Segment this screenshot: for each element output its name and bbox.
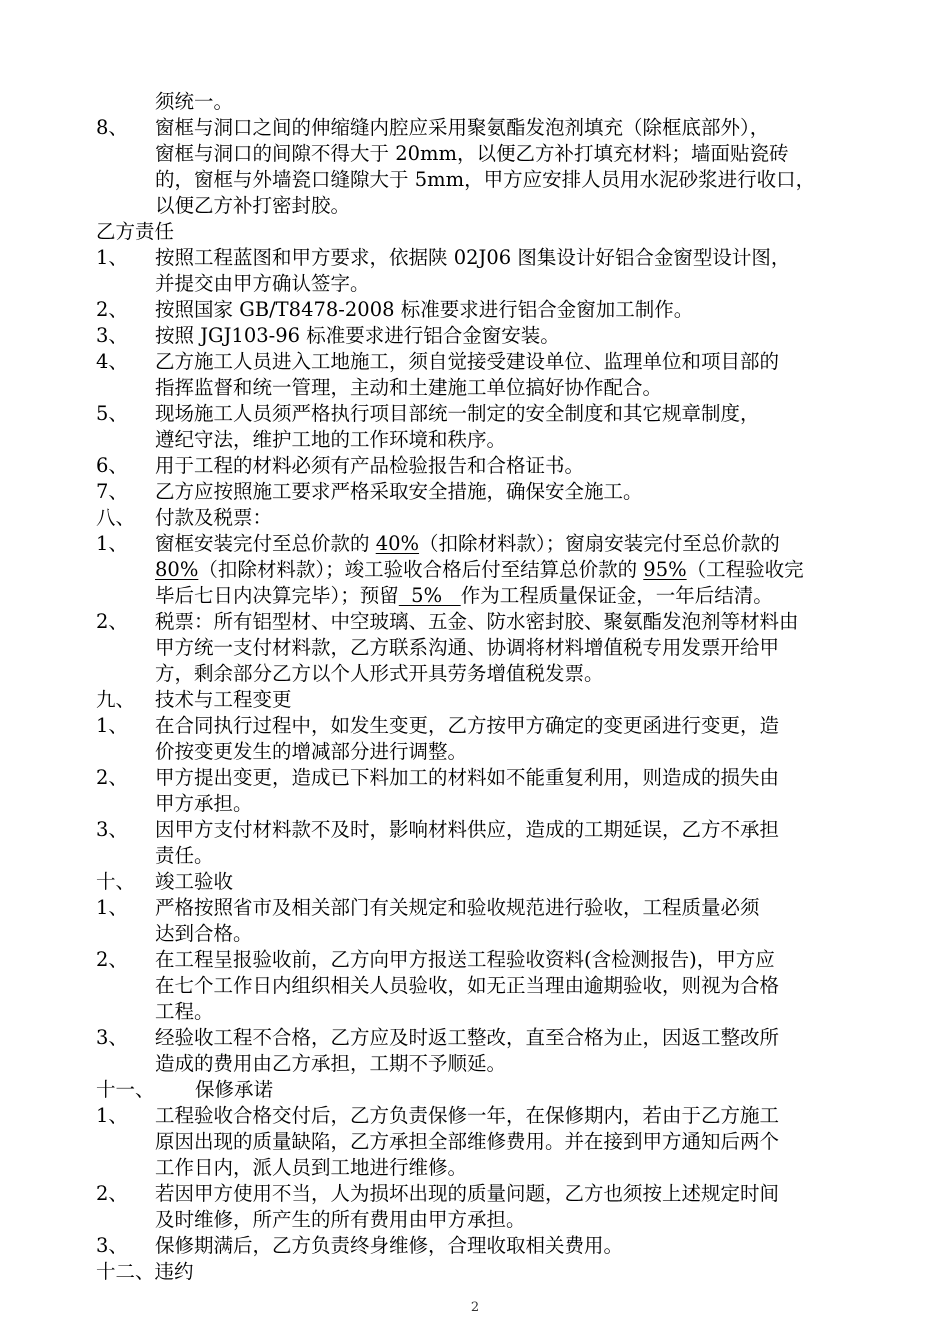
text-line: 甲方统一支付材料款，乙方联系沟通、协调将材料增值税专用发票开给甲 (155, 636, 780, 659)
text-line: 须统一。 (155, 90, 234, 113)
text-line: 及时维修，所产生的所有费用由甲方承担。 (155, 1208, 526, 1231)
text-line: 用于工程的材料必须有产品检验报告和合格证书。 (155, 454, 585, 477)
text-line: 工作日内，派人员到工地进行维修。 (155, 1156, 468, 1179)
text-line: 乙方施工人员进入工地施工，须自觉接受建设单位、监理单位和项目部的 (155, 350, 780, 373)
text-line: 在工程呈报验收前，乙方向甲方报送工程验收资料(含检测报告)，甲方应 (155, 948, 775, 971)
text-line (155, 531, 780, 557)
item-number: 2、 (96, 1182, 128, 1205)
section-heading: 保修承诺 (195, 1078, 274, 1101)
text-line: 达到合格。 (155, 922, 253, 945)
text-line: 窗框与洞口的间隙不得大于 20mm，以便乙方补打填充材料；墙面贴瓷砖 (155, 142, 789, 165)
text-line: 工程验收合格交付后，乙方负责保修一年，在保修期内，若由于乙方施工 (155, 1104, 780, 1127)
text-line: 乙方应按照施工要求严格采取安全措施，确保安全施工。 (155, 480, 643, 503)
underlined-value: 40% (375, 532, 420, 555)
text-run: （扣除材料款）；窗扇安装完付至总价款的 (419, 532, 780, 555)
item-number: 5、 (96, 402, 128, 425)
text-line: 造成的费用由乙方承担，工期不予顺延。 (155, 1052, 507, 1075)
item-number: 1、 (96, 1104, 128, 1127)
item-number: 2、 (96, 610, 128, 633)
section-heading: 乙方责任 (96, 220, 175, 243)
item-number: 2、 (96, 766, 128, 789)
underlined-value: 5% (398, 584, 461, 607)
text-line: 按照工程蓝图和甲方要求，依据陕 02J06 图集设计好铝合金窗型设计图， (155, 246, 791, 269)
item-number: 1、 (96, 714, 128, 737)
text-line: 指挥监督和统一管理，主动和土建施工单位搞好协作配合。 (155, 376, 663, 399)
item-number: 2、 (96, 298, 128, 321)
item-number: 4、 (96, 350, 128, 373)
underlined-value: 80% (155, 558, 199, 581)
item-number: 3、 (96, 1026, 128, 1049)
item-number: 1、 (96, 896, 128, 919)
text-run: 毕后七日内决算完毕）；预留 (155, 584, 399, 607)
item-number: 1、 (96, 246, 128, 269)
item-number: 3、 (96, 324, 128, 347)
text-line: 窗框与洞口之间的伸缩缝内腔应采用聚氨酯发泡剂填充（除框底部外）， (155, 116, 770, 139)
section-heading: 技术与工程变更 (155, 688, 292, 711)
text-line: 按照 JGJ103-96 标准要求进行铝合金窗安装。 (155, 324, 560, 347)
text-run: （扣除材料款）；竣工验收合格后付至结算总价款的 (198, 558, 644, 581)
section-number: 十、 (96, 870, 136, 893)
text-line: 并提交由甲方确认签字。 (155, 272, 370, 295)
text-line (155, 557, 804, 583)
text-line: 经验收工程不合格，乙方应及时返工整改，直至合格为止，因返工整改所 (155, 1026, 780, 1049)
section-heading: 十二、违约 (96, 1260, 194, 1283)
text-line: 甲方承担。 (155, 792, 253, 815)
page-number: 2 (470, 1300, 480, 1315)
text-line: 方，剩余部分乙方以个人形式开具劳务增值税发票。 (155, 662, 604, 685)
text-line: 保修期满后，乙方负责终身维修，合理收取相关费用。 (155, 1234, 624, 1257)
text-line: 若因甲方使用不当，人为损坏出现的质量问题，乙方也须按上述规定时间 (155, 1182, 780, 1205)
section-heading: 竣工验收 (155, 870, 234, 893)
text-line: 遵纪守法，维护工地的工作环境和秩序。 (155, 428, 507, 451)
text-line: 责任。 (155, 844, 214, 867)
item-number: 6、 (96, 454, 128, 477)
text-line: 税票：所有铝型材、中空玻璃、五金、防水密封胶、聚氨酯发泡剂等材料由 (155, 610, 799, 633)
text-line: 以便乙方补打密封胶。 (155, 194, 351, 217)
text-line: 的，窗框与外墙瓷口缝隙大于 5mm，甲方应安排人员用水泥砂浆进行收口， (155, 168, 816, 191)
text-run: （工程验收完 (686, 558, 804, 581)
section-heading: 付款及税票： (155, 506, 273, 529)
text-line: 价按变更发生的增减部分进行调整。 (155, 740, 468, 763)
item-number: 2、 (96, 948, 128, 971)
item-number: 1、 (96, 532, 128, 555)
section-number: 八、 (96, 506, 136, 529)
section-number: 十一、 (96, 1078, 155, 1101)
text-line: 甲方提出变更，造成已下料加工的材料如不能重复利用，则造成的损失由 (155, 766, 780, 789)
item-number: 7、 (96, 480, 128, 503)
text-line: 因甲方支付材料款不及时，影响材料供应，造成的工期延误，乙方不承担 (155, 818, 780, 841)
underlined-value: 95% (643, 558, 687, 581)
text-run: 窗框安装完付至总价款的 (155, 532, 376, 555)
item-number: 3、 (96, 818, 128, 841)
text-line (155, 583, 773, 609)
text-line: 按照国家 GB/T8478-2008 标准要求进行铝合金窗加工制作。 (155, 298, 694, 321)
text-run: 作为工程质量保证金，一年后结清。 (460, 584, 773, 607)
text-line: 在合同执行过程中，如发生变更，乙方按甲方确定的变更函进行变更，造 (155, 714, 780, 737)
section-number: 九、 (96, 688, 136, 711)
text-line: 现场施工人员须严格执行项目部统一制定的安全制度和其它规章制度， (155, 402, 760, 425)
text-line: 工程。 (155, 1000, 214, 1023)
text-line: 在七个工作日内组织相关人员验收，如无正当理由逾期验收，则视为合格 (155, 974, 780, 997)
item-number: 3、 (96, 1234, 128, 1257)
item-number: 8、 (96, 116, 128, 139)
text-line: 严格按照省市及相关部门有关规定和验收规范进行验收，工程质量必须 (155, 896, 760, 919)
text-line: 原因出现的质量缺陷，乙方承担全部维修费用。并在接到甲方通知后两个 (155, 1130, 780, 1153)
